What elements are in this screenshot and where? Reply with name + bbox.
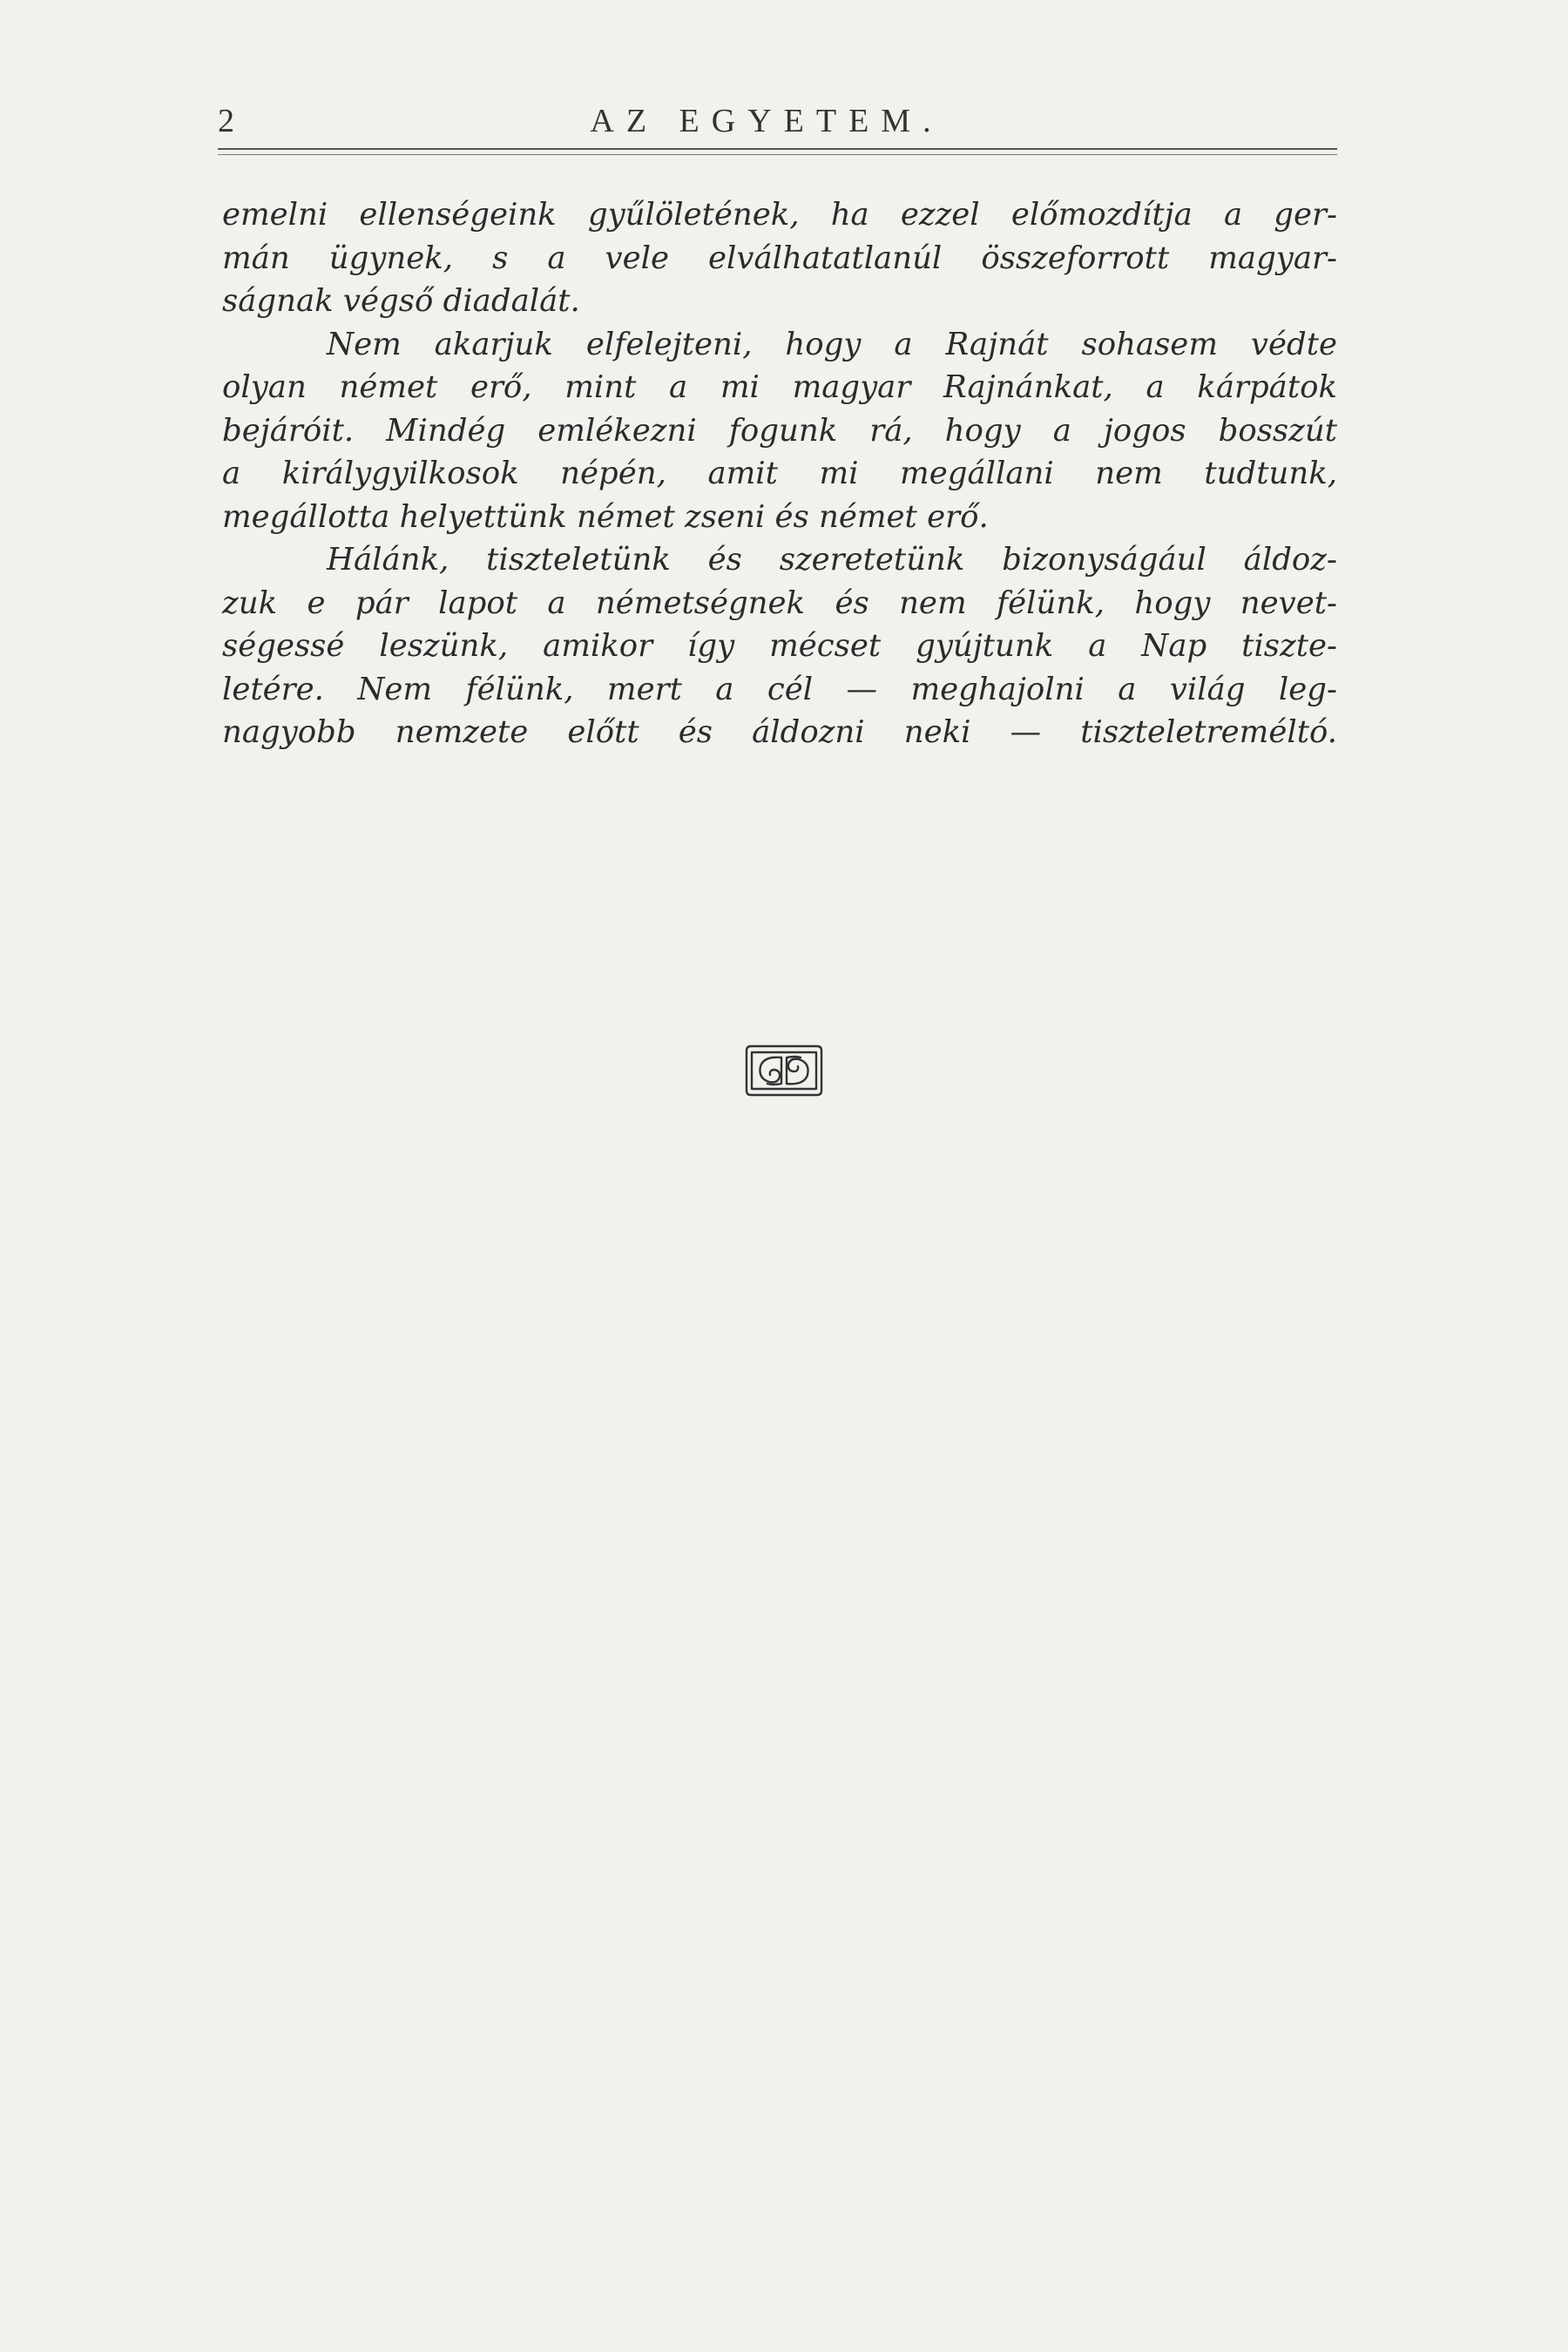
text-line: mán ügynek, s a vele elválhatatlanúl összeforrott magyar- bbox=[222, 240, 1337, 276]
running-title: AZ EGYETEM. bbox=[590, 103, 943, 139]
text-line: bejáróit. Mindég emlékezni fogunk rá, hogy a jogos bosszút bbox=[222, 412, 1337, 449]
text-line: olyan német erő, mint a mi magyar Rajnánkat, a kárpátok bbox=[222, 369, 1337, 405]
text-line: megállotta helyettünk német zseni és német erő. bbox=[222, 498, 989, 535]
text-line: emelni ellenségeink gyűlöletének, ha ezzel előmozdítja a ger- bbox=[222, 197, 1337, 233]
text-line: letére. Nem félünk, mert a cél — meghajolni a világ leg- bbox=[222, 671, 1337, 707]
text-line: zuk e pár lapot a németségnek és nem félünk, hogy nevet- bbox=[222, 585, 1337, 621]
page-number: 2 bbox=[218, 103, 234, 139]
text-line: ségessé leszünk, amikor így mécset gyújtunk a Nap tiszte- bbox=[222, 628, 1337, 664]
body-text bbox=[222, 193, 1337, 754]
page-header bbox=[218, 100, 1337, 144]
decorative-ornament-icon bbox=[743, 1044, 825, 1098]
header-rule bbox=[218, 148, 1337, 155]
text-line: a királygyilkosok népén, amit mi megállani nem tudtunk, bbox=[222, 456, 1337, 491]
text-line: ságnak végső diadalát. bbox=[222, 283, 580, 319]
text-line: nagyobb nemzete előtt és áldozni neki — tiszteletreméltó. bbox=[222, 714, 1337, 750]
text-line: Hálánk, tiszteletünk és szeretetünk bizonyságául áldoz- bbox=[327, 542, 1337, 578]
text-line: Nem akarjuk elfelejteni, hogy a Rajnát sohasem védte bbox=[327, 326, 1337, 362]
